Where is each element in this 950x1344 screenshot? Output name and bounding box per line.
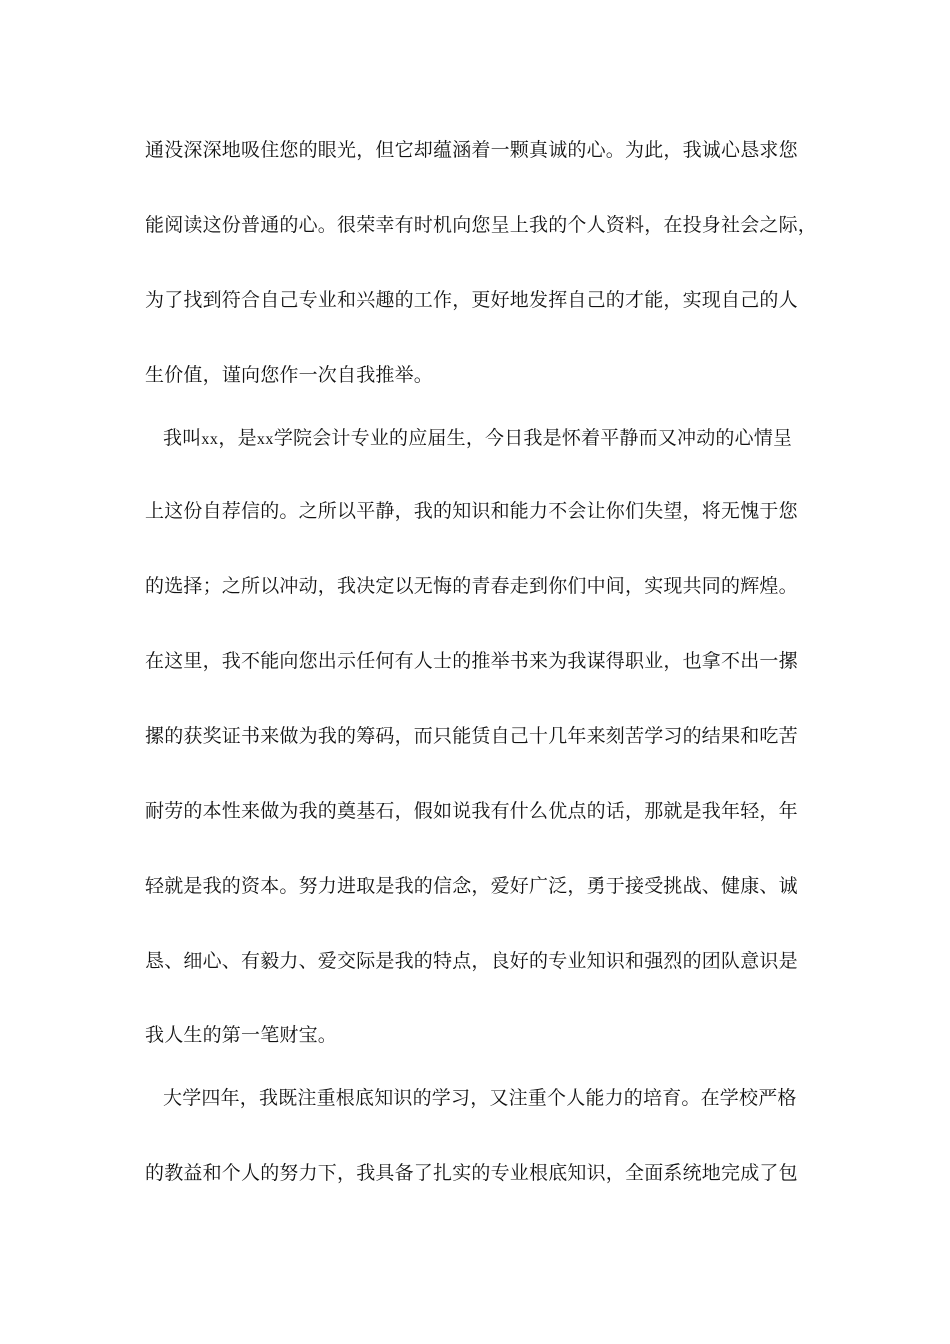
- paragraph-line: 能阅读这份普通的心。很荣幸有时机向您呈上我的个人资料，在投身社会之际，: [145, 214, 818, 236]
- paragraph-line: 摞的获奖证书来做为我的筹码，而只能赁自己十几年来刻苦学习的结果和吃苦: [145, 725, 798, 747]
- paragraph-line: 的教益和个人的努力下，我具备了扎实的专业根底知识，全面系统地完成了包: [145, 1162, 798, 1184]
- text-segment: 我叫: [163, 427, 202, 449]
- school-placeholder: xx: [256, 431, 274, 448]
- paragraph-line: 上这份自荐信的。之所以平静，我的知识和能力不会让你们失望，将无愧于您: [145, 500, 798, 522]
- text-segment: ，是: [218, 427, 257, 449]
- paragraph-line: 耐劳的本性来做为我的奠基石，假如说我有什么优点的话，那就是我年轻，年: [145, 800, 798, 822]
- paragraph-line: 轻就是我的资本。努力进取是我的信念，爱好广泛，勇于接受挑战、健康、诚: [145, 875, 798, 897]
- paragraph-line: 在这里，我不能向您出示任何有人士的推举书来为我谋得职业，也拿不出一摞: [145, 650, 798, 672]
- paragraph-line: 大学四年，我既注重根底知识的学习，又注重个人能力的培育。在学校严格: [163, 1087, 797, 1109]
- paragraph-line: 的选择；之所以冲动，我决定以无悔的青春走到你们中间，实现共同的辉煌。: [145, 575, 798, 597]
- name-placeholder: xx: [201, 431, 219, 448]
- paragraph-line: 恳、细心、有毅力、爱交际是我的特点，良好的专业知识和强烈的团队意识是: [145, 950, 798, 972]
- paragraph-line: [163, 425, 813, 453]
- paragraph-line: 为了找到符合自己专业和兴趣的工作，更好地发挥自己的才能，实现自己的人: [145, 289, 798, 311]
- paragraph-line: 生价值，谨向您作一次自我推举。: [145, 364, 434, 386]
- text-segment: 学院会计专业的应届生，今日我是怀着平静而又冲动的心情呈: [273, 427, 793, 449]
- paragraph-line: 通没深深地吸住您的眼光，但它却蕴涵着一颗真诚的心。为此，我诚心恳求您: [145, 139, 798, 161]
- paragraph-line: 我人生的第一笔财宝。: [145, 1024, 338, 1046]
